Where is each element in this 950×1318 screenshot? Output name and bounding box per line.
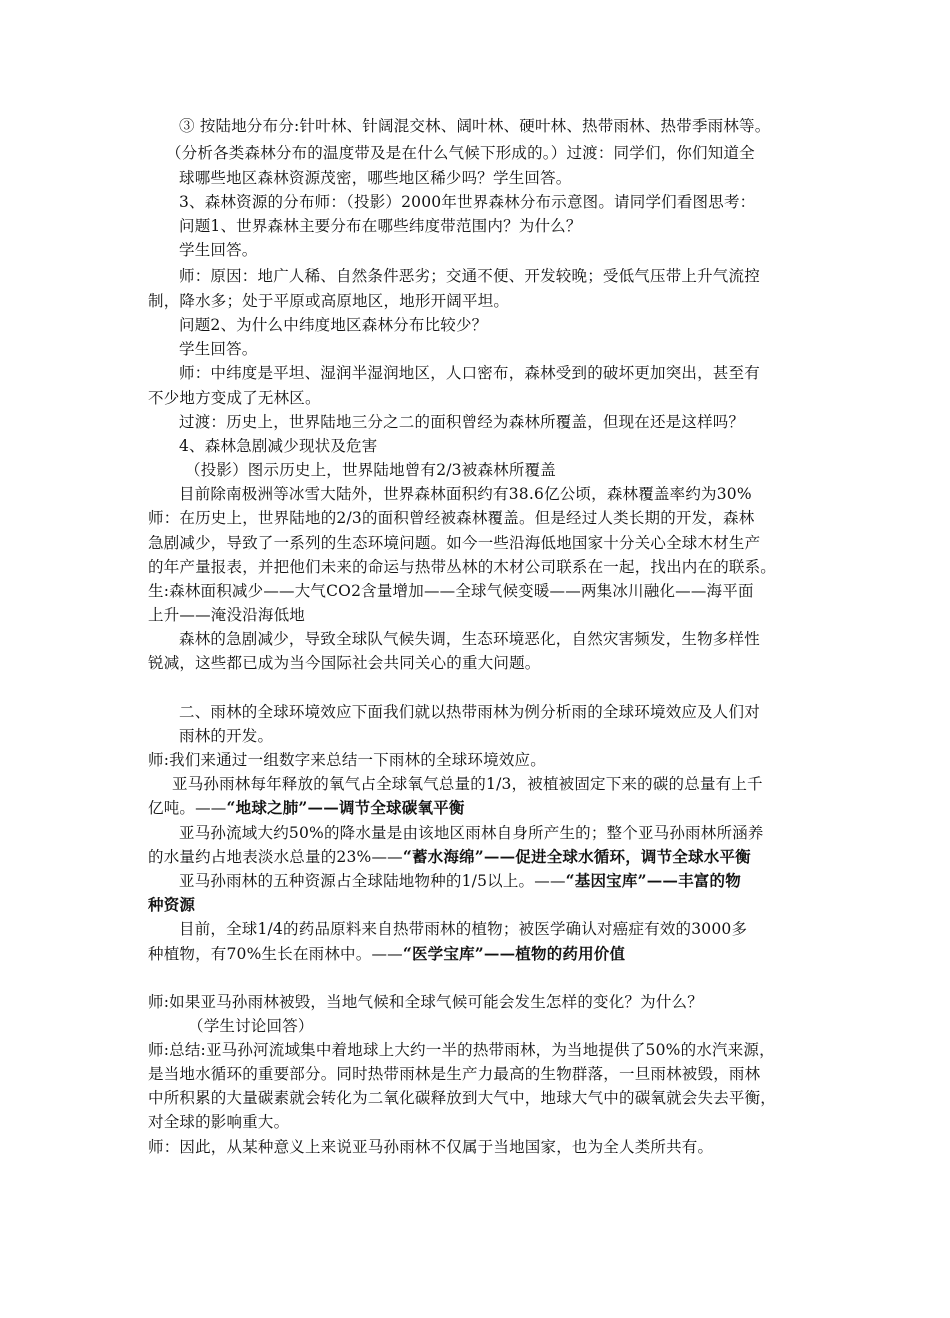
text-line: 师：原因：地广人稀、自然条件恶劣；交通不便、开发较晚；受低气压带上升气流控 <box>179 267 760 285</box>
text-line: 师：中纬度是平坦、湿润半湿润地区，人口密布，森林受到的破坏更加突出，甚至有 <box>179 364 760 382</box>
text-line: 亚马孙雨林每年释放的氧气占全球氧气总量的1/3，被植被固定下来的碳的总量有上千 <box>172 775 763 793</box>
text-line: 目前除南极洲等冰雪大陆外，世界森林面积约有38.6亿公顷，森林覆盖率约为30% <box>179 485 752 503</box>
text-line: 上升——淹没沿海低地 <box>148 606 306 624</box>
section-heading: 3、森林资源的分布师：（投影）2000年世界森林分布示意图。请同学们看图思考： <box>179 193 756 211</box>
text-line: 学生回答。 <box>179 340 258 358</box>
text-line: （学生讨论回答） <box>188 1017 314 1035</box>
emphasis-text: “地球之肺”——调节全球碳氧平衡 <box>226 798 465 817</box>
text-line: 师：在历史上，世界陆地的2/3的面积曾经被森林覆盖。但是经过人类长期的开发，森林 <box>148 509 755 527</box>
question-line: 问题2、为什么中纬度地区森林分布比较少？ <box>179 316 488 334</box>
emphasis-text: “医学宝库”——植物的药用价值 <box>402 944 626 963</box>
text-line: 过渡：历史上，世界陆地三分之二的面积曾经为森林所覆盖，但现在还是这样吗？ <box>179 413 745 431</box>
text-run: 亿吨。—— <box>148 799 227 817</box>
text-line <box>148 797 465 819</box>
text-line: 学生回答。 <box>179 241 258 259</box>
text-line: 急剧减少，导致了一系列的生态环境问题。如今一些沿海低地国家十分关心全球木材生产 <box>148 534 761 552</box>
section-heading: 二、雨林的全球环境效应下面我们就以热带雨林为例分析雨的全球环境效应及人们对 <box>179 703 760 721</box>
text-line: 锐减，这些都已成为当今国际社会共同关心的重大问题。 <box>148 654 541 672</box>
emphasis-text: “蓄水海绵”——促进全球水循环，调节全球水平衡 <box>402 847 751 866</box>
text-line: 的年产量报表，并把他们未来的命运与热带丛林的木材公司联系在一起，找出内在的联系。 <box>148 558 777 576</box>
text-run: 的水量约占地表淡水总量的23%—— <box>148 848 403 866</box>
text-line: 师:如果亚马孙雨林被毁，当地气候和全球气候可能会发生怎样的变化？为什么？ <box>148 993 703 1011</box>
text-line: 目前，全球1/4的药品原料来自热带雨林的植物；被医学确认对癌症有效的3000多 <box>179 920 748 938</box>
text-line: 雨林的开发。 <box>179 727 274 745</box>
text-line: 制，降水多；处于平原或高原地区，地形开阔平坦。 <box>148 292 510 310</box>
text-line: 师:我们来通过一组数字来总结一下雨林的全球环境效应。 <box>148 751 546 769</box>
emphasis-text: 种资源 <box>148 895 196 914</box>
text-line: 对全球的影响重大。 <box>148 1113 290 1131</box>
text-line <box>148 846 751 868</box>
text-line: 师：因此，从某种意义上来说亚马孙雨林不仅属于当地国家，也为全人类所共有。 <box>148 1138 714 1156</box>
section-heading: 4、森林急剧减少现状及危害 <box>179 437 378 455</box>
text-line: 师:总结:亚马孙河流域集中着地球上大约一半的热带雨林，为当地提供了50%的水汽来源， <box>148 1041 775 1059</box>
question-line: 问题1、世界森林主要分布在哪些纬度带范围内？为什么？ <box>179 217 582 235</box>
text-line: 球哪些地区森林资源茂密，哪些地区稀少吗？学生回答。 <box>179 169 572 187</box>
text-run: 种植物，有70%生长在雨林中。—— <box>148 945 403 963</box>
text-line: 中所积累的大量碳素就会转化为二氧化碳释放到大气中，地球大气中的碳氧就会失去平衡， <box>148 1089 777 1107</box>
text-line: 亚马孙流域大约50%的降水量是由该地区雨林自身所产生的；整个亚马孙雨林所涵养 <box>179 824 764 842</box>
text-line: 不少地方变成了无林区。 <box>148 389 321 407</box>
text-line: 森林的急剧减少，导致全球队气候失调，生态环境恶化，自然灾害频发，生物多样性 <box>179 630 760 648</box>
text-line <box>148 943 625 965</box>
text-line: （投影）图示历史上，世界陆地曾有2/3被森林所覆盖 <box>185 461 556 479</box>
text-run: 亚马孙雨林的五种资源占全球陆地物种的1/5以上。—— <box>179 872 566 890</box>
text-line: ③ 按陆地分布分:针叶林、针阔混交林、阔叶林、硬叶林、热带雨林、热带季雨林等。 <box>179 117 771 135</box>
text-line: 生:森林面积减少——大气CO2含量增加——全球气候变暖——两集冰川融化——海平面 <box>148 582 754 600</box>
text-line <box>179 870 741 892</box>
text-line: （分析各类森林分布的温度带及是在什么气候下形成的。）过渡：同学们，你们知道全 <box>166 144 755 162</box>
emphasis-text: “基因宝库”——丰富的物 <box>565 871 741 890</box>
text-line: 是当地水循环的重要部分。同时热带雨林是生产力最高的生物群落，一旦雨林被毁，雨林 <box>148 1065 761 1083</box>
